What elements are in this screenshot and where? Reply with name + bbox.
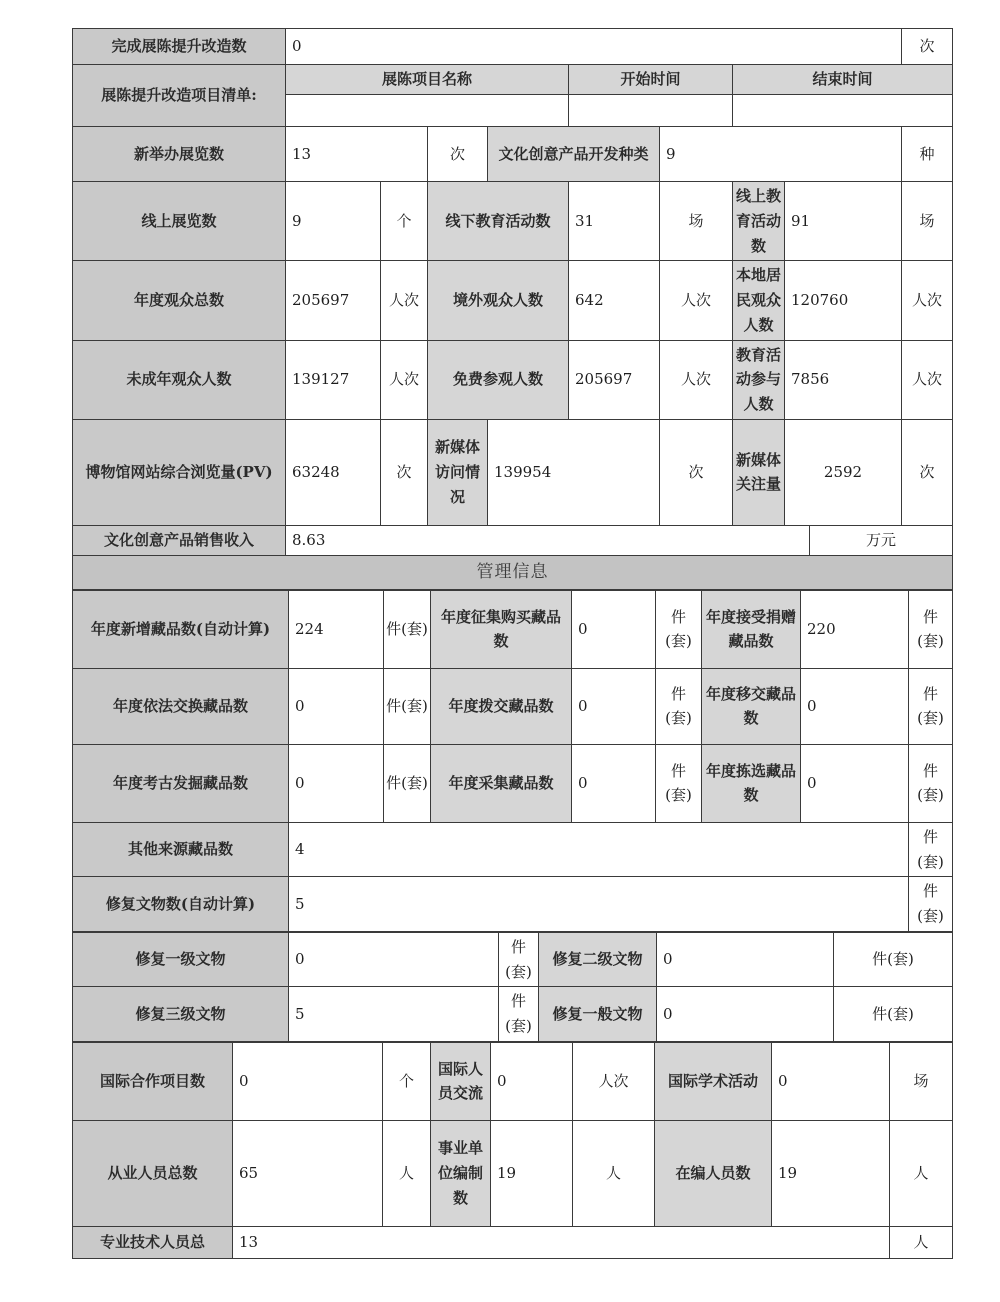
m3-label: 年度考古发掘藏品数 — [73, 744, 289, 822]
r5-label: 年度观众总数 — [73, 261, 286, 340]
m5-value[interactable]: 5 — [289, 877, 909, 932]
m4-label: 其他来源藏品数 — [73, 822, 289, 877]
m5-unit: 件(套) — [909, 877, 953, 932]
r5-value[interactable]: 205697 — [286, 261, 381, 340]
r4-label2: 线下教育活动数 — [428, 182, 569, 261]
r4-label3: 线上教育活动数 — [733, 182, 785, 261]
r4-value3[interactable]: 91 — [785, 182, 902, 261]
r7-unit2: 次 — [660, 419, 733, 525]
r4-unit3: 场 — [902, 182, 953, 261]
m9-label2: 事业单位编制数 — [431, 1120, 491, 1226]
m3-label2: 年度采集藏品数 — [431, 744, 572, 822]
r5-value2[interactable]: 642 — [569, 261, 660, 340]
r6-label: 未成年观众人数 — [73, 340, 286, 419]
r5-unit: 人次 — [381, 261, 428, 340]
section-management-info: 管理信息 — [73, 555, 953, 589]
r4-unit: 个 — [381, 182, 428, 261]
m1-value2[interactable]: 0 — [572, 590, 656, 668]
r3-label: 新举办展览数 — [73, 127, 286, 182]
m1-unit3: 件(套) — [909, 590, 953, 668]
r4-value2[interactable]: 31 — [569, 182, 660, 261]
r6-label2: 免费参观人数 — [428, 340, 569, 419]
r6-value2[interactable]: 205697 — [569, 340, 660, 419]
restoration-table — [72, 932, 953, 1042]
r8-value[interactable]: 8.63 — [286, 525, 810, 555]
collection-table — [72, 590, 953, 932]
m9-unit2: 人 — [573, 1120, 655, 1226]
m1-label: 年度新增藏品数(自动计算) — [73, 590, 289, 668]
m8-label3: 国际学术活动 — [655, 1042, 772, 1120]
m6-value[interactable]: 0 — [289, 932, 499, 987]
r1-label: 完成展陈提升改造数 — [73, 29, 286, 65]
r4-value[interactable]: 9 — [286, 182, 381, 261]
m6-unit: 件(套) — [499, 932, 539, 987]
r1-value[interactable]: 0 — [286, 29, 902, 65]
r3-unit: 次 — [428, 127, 488, 182]
staff-table — [72, 1042, 953, 1259]
m1-unit: 件(套) — [384, 590, 431, 668]
r7-value3[interactable]: 2592 — [785, 419, 902, 525]
m8-value2[interactable]: 0 — [491, 1042, 573, 1120]
m8-unit2: 人次 — [573, 1042, 655, 1120]
m6-unit2: 件(套) — [834, 932, 953, 987]
m3-value2[interactable]: 0 — [572, 744, 656, 822]
m8-value3[interactable]: 0 — [772, 1042, 890, 1120]
m6-value2[interactable]: 0 — [657, 932, 834, 987]
r7-unit3: 次 — [902, 419, 953, 525]
m1-unit2: 件(套) — [656, 590, 702, 668]
m2-label3: 年度移交藏品数 — [702, 668, 801, 744]
m5-label: 修复文物数(自动计算) — [73, 877, 289, 932]
m10-unit: 人 — [890, 1226, 953, 1258]
r2-start-input[interactable] — [569, 95, 733, 127]
m1-label2: 年度征集购买藏品数 — [431, 590, 572, 668]
m3-unit3: 件(套) — [909, 744, 953, 822]
r7-label2: 新媒体访问情况 — [428, 419, 488, 525]
m8-label2: 国际人员交流 — [431, 1042, 491, 1120]
m2-label: 年度依法交换藏品数 — [73, 668, 289, 744]
m7-value[interactable]: 5 — [289, 987, 499, 1042]
m8-label: 国际合作项目数 — [73, 1042, 233, 1120]
m2-value3[interactable]: 0 — [801, 668, 909, 744]
m9-label: 从业人员总数 — [73, 1120, 233, 1226]
r5-label3: 本地居民观众人数 — [733, 261, 785, 340]
m8-unit3: 场 — [890, 1042, 953, 1120]
r1-unit: 次 — [902, 29, 953, 65]
r6-value[interactable]: 139127 — [286, 340, 381, 419]
m2-unit2: 件(套) — [656, 668, 702, 744]
r2-name-input[interactable] — [286, 95, 569, 127]
r8-label: 文化创意产品销售收入 — [73, 525, 286, 555]
r6-unit3: 人次 — [902, 340, 953, 419]
r7-label: 博物馆网站综合浏览量(PV) — [73, 419, 286, 525]
r7-value[interactable]: 63248 — [286, 419, 381, 525]
m9-label3: 在编人员数 — [655, 1120, 772, 1226]
r6-value3[interactable]: 7856 — [785, 340, 902, 419]
r4-unit2: 场 — [660, 182, 733, 261]
r3-value2[interactable]: 9 — [660, 127, 902, 182]
m1-value3[interactable]: 220 — [801, 590, 909, 668]
r3-value[interactable]: 13 — [286, 127, 428, 182]
r7-value2[interactable]: 139954 — [488, 419, 660, 525]
m4-value[interactable]: 4 — [289, 822, 909, 877]
r5-value3[interactable]: 120760 — [785, 261, 902, 340]
m3-unit2: 件(套) — [656, 744, 702, 822]
m3-unit: 件(套) — [384, 744, 431, 822]
r3-unit2: 种 — [902, 127, 953, 182]
r6-unit2: 人次 — [660, 340, 733, 419]
r2-end-input[interactable] — [733, 95, 953, 127]
m3-label3: 年度拣选藏品数 — [702, 744, 801, 822]
m9-value3[interactable]: 19 — [772, 1120, 890, 1226]
m3-value3[interactable]: 0 — [801, 744, 909, 822]
m4-unit: 件(套) — [909, 822, 953, 877]
m10-value[interactable]: 13 — [233, 1226, 890, 1258]
exhibition-table — [72, 28, 953, 590]
m7-value2[interactable]: 0 — [657, 987, 834, 1042]
r7-unit: 次 — [381, 419, 428, 525]
m10-label: 专业技术人员总 — [73, 1226, 233, 1258]
r5-unit3: 人次 — [902, 261, 953, 340]
r2-label: 展陈提升改造项目清单: — [73, 65, 286, 127]
m1-label3: 年度接受捐赠藏品数 — [702, 590, 801, 668]
r2-col-end: 结束时间 — [733, 65, 953, 95]
r3-label2: 文化创意产品开发种类 — [488, 127, 660, 182]
r6-label3: 教育活动参与人数 — [733, 340, 785, 419]
m7-unit2: 件(套) — [834, 987, 953, 1042]
m7-label: 修复三级文物 — [73, 987, 289, 1042]
m6-label2: 修复二级文物 — [539, 932, 657, 987]
r2-col-start: 开始时间 — [569, 65, 733, 95]
m9-value[interactable]: 65 — [233, 1120, 383, 1226]
r5-label2: 境外观众人数 — [428, 261, 569, 340]
m8-unit: 个 — [383, 1042, 431, 1120]
m8-value[interactable]: 0 — [233, 1042, 383, 1120]
m2-label2: 年度拨交藏品数 — [431, 668, 572, 744]
r6-unit: 人次 — [381, 340, 428, 419]
m7-unit: 件(套) — [499, 987, 539, 1042]
museum-report-form — [72, 28, 952, 1259]
m2-unit: 件(套) — [384, 668, 431, 744]
r4-label: 线上展览数 — [73, 182, 286, 261]
m2-value2[interactable]: 0 — [572, 668, 656, 744]
r2-col-name: 展陈项目名称 — [286, 65, 569, 95]
m1-value[interactable]: 224 — [289, 590, 384, 668]
m2-value[interactable]: 0 — [289, 668, 384, 744]
r7-label3: 新媒体关注量 — [733, 419, 785, 525]
m2-unit3: 件(套) — [909, 668, 953, 744]
m3-value[interactable]: 0 — [289, 744, 384, 822]
r5-unit2: 人次 — [660, 261, 733, 340]
m9-unit3: 人 — [890, 1120, 953, 1226]
m9-value2[interactable]: 19 — [491, 1120, 573, 1226]
m6-label: 修复一级文物 — [73, 932, 289, 987]
r8-unit: 万元 — [810, 525, 953, 555]
m9-unit: 人 — [383, 1120, 431, 1226]
m7-label2: 修复一般文物 — [539, 987, 657, 1042]
